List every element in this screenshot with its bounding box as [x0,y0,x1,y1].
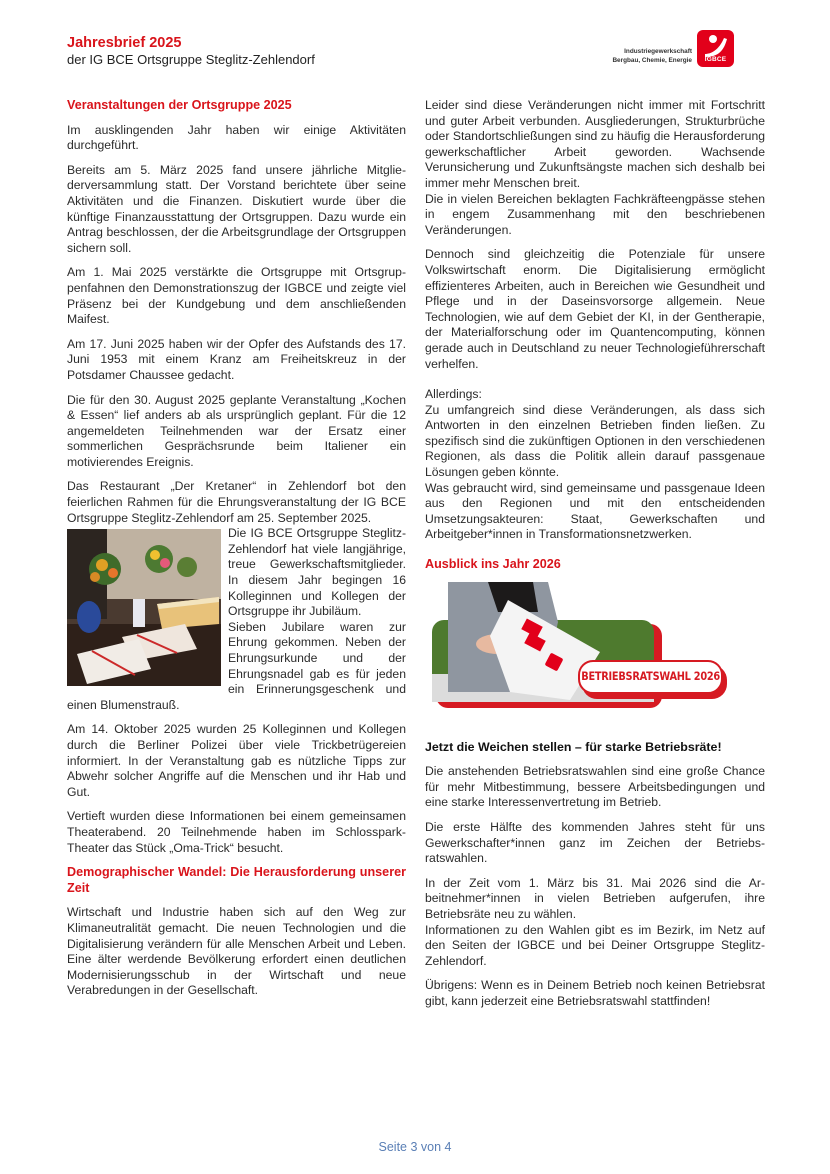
honoring-event-photo [67,529,221,686]
page-number: Seite 3 von 4 [378,1140,452,1154]
paragraph: Die anstehenden Betriebsratswahlen sind eine große Chance für mehr Mitbestimmung, bessere Arbeitsbedingungen und eine starke Interessenvertretung im Betrieb. [425,764,765,810]
right-column [425,98,765,1019]
betriebsratswahl-banner [428,582,728,710]
document-subtitle: der IG BCE Ortsgruppe Steglitz-Zehlendorf [67,52,315,67]
logo-line-1: Industriegewerkschaft [624,48,692,55]
paragraph: Bereits am 5. März 2025 fand unsere jährliche Mitgliederversammlung statt. Der Vorstand berichtete über seine Aktivitäten und die Finanzen. Diskutiert wurde über die künftige Finanzausstattung der Ortsgruppen. Dazu wurde ein Antrag beschlossen, der die Arbeitsgrundlage der Ortsgruppen sichern soll. [67,162,406,255]
paragraph: Im ausklingenden Jahr haben wir einige Aktivitäten durchgeführt. [67,122,406,153]
logo-text [612,48,692,65]
paragraph: Am 14. Oktober 2025 wurden 25 Kolleginnen und Kollegen durch die Berliner Polizei über viele Trickbetrügereien informiert. In der Veranstaltung gab es nützliche Tipps zur Abwehr solcher Angriffe auf die Menschen und ihr Hab und Gut. [67,722,406,799]
igbce-logo-icon [697,30,734,67]
left-column [67,98,406,1008]
paragraph: Informationen zu den Wahlen gibt es im Bezirk, im Netz auf den Seiten der IGBCE und bei Deiner Ortsgruppe Steglitz-Zehlendorf. [425,922,765,968]
paragraph: Übrigens: Wenn es in Deinem Betrieb noch keinen Betriebsrat gibt, kann jederzeit eine Betriebsratswahl stattfinden! [425,978,765,1008]
paragraph: Wirtschaft und Industrie haben sich auf den Weg zur Klimaneutralität gemacht. Die neuen Technologien und die Digitalisierung verändern für alle Menschen Arbeit und Leben. Eine älter werdende Bevölkerung erfordert einen deutlichen Modernisierungsschub in der Wirtschaft und neue Verabredungen in der Gesellschaft. [67,905,406,998]
paragraph: Die erste Hälfte des kommenden Jahres steht für uns Gewerkschafter*innen ganz im Zeichen der Betriebsratswahlen. [425,820,765,866]
paragraph: In der Zeit vom 1. März bis 31. Mai 2026 sind die Arbeitnehmer*innen in vielen Betrieben aufgerufen, ihre Betriebsräte neu zu wählen. [425,875,765,921]
logo-line-2: Bergbau, Chemie, Energie [612,56,692,64]
paragraph: Am 17. Juni 2025 haben wir der Opfer des Aufstands des 17. Juni 1953 mit einem Kranz am Freiheitskreuz in der Potsdamer Chaussee gedacht. [67,336,406,382]
paragraph: Die in vielen Bereichen beklagten Fachkräfteengpässe stehen in engem Zusammenhang mit den beschriebenen Veränderungen. [425,191,765,237]
section-heading-demographischer-wandel: Demographischer Wandel: Die Herausforderung unserer Zeit [67,865,406,895]
document-title: Jahresbrief 2025 [67,35,182,51]
paragraph: Die IG BCE Ortsgruppe Steglitz-Zehlendorf hat viele langjährige, treue Gewerkschaftsmitglieder. In diesem Jahr begingen 16 Kolleginnen und Kollegen der Ortsgruppe ihr Jubiläum. [228,526,406,619]
paragraph: Was gebraucht wird, sind gemeinsame und passgenaue Ideen aus den Regionen und mit den entscheidenden Umsetzungsakteuren: Staat, Gewerkschaften und Arbeitgeber*innen in Transformationsnetzwerken. [425,480,765,542]
section-heading-ausblick: Ausblick ins Jahr 2026 [425,557,561,572]
paragraph: Vertieft wurden diese Informationen bei einem gemeinsamen Theaterabend. 20 Teilnehmende haben im Schlosspark-Theater das Stück „Oma-Trick“ besucht. [67,809,406,855]
paragraph: Dennoch sind gleichzeitig die Potenziale für unsere Volkswirtschaft enorm. Die Digitalisierung ermöglicht effizienteres Arbeiten, auch in Bereichen wie Gesundheit und Pflege und in der Daseinsvorsorge allgemein. Neue Technologien, wie auf dem Gebiet der KI, in der Gentherapie, der Materialforschung oder im Quantencomputing, können gerade auch in Deutschland zu neuer Technologieführerschaft verhelfen. [425,247,765,371]
logo-label: IGBCE [704,56,727,63]
banner-label-text: BETRIEBSRATSWAHL 2026 [581,668,720,683]
paragraph: Das Restaurant „Der Kretaner“ in Zehlendorf bot den feierlichen Rahmen für die Ehrungsveranstaltung der IG BCE Ortsgruppe Steglitz-Zehlendorf am 25. September 2025. [67,479,406,525]
igbce-logo [584,30,744,72]
paragraph-label: Allerdings: [425,387,482,402]
section-heading-veranstaltungen: Veranstaltungen der Ortsgruppe 2025 [67,98,292,112]
page-header [67,35,315,68]
subheading-weichen: Jetzt die Weichen stellen – für starke Betriebsräte! [425,739,722,754]
paragraph: Leider sind diese Veränderungen nicht immer mit Fortschritt und guter Arbeit verbunden. Ausgliederungen, Strukturbrüche oder Standortschließungen sind zu häufig die Herausforderung gewerkschaftlicher Arbeit geworden. Wachsende Verunsicherung und Zukunftsängste machen sich deshalb bei immer mehr Menschen breit. [425,98,765,190]
paragraph: Am 1. Mai 2025 verstärkte die Ortsgruppe mit Ortsgruppenfahnen den Demonstrationszug der IGBCE und zeigte viel Präsenz bei der Kundgebung und dem anschließenden Maifest. [67,265,406,327]
paragraph: Die für den 30. August 2025 geplante Veranstaltung „Kochen & Essen“ lief anders ab als ursprünglich geplant. Für die 12 angemeldeten Teilnehmenden war der Ersatz einer sommerlichen Gesprächsrunde beim Italiener ein motivierendes Ereignis. [67,392,406,469]
paragraph: Zu umfangreich sind diese Veränderungen, als dass sich Antworten in den einzelnen Betrieben finden ließen. Zu spezifisch sind die zukünftigen Optionen in den verschiedenen Regionen, als dass die Politik allein darauf passgenaue Lösungen geben könnte. [425,402,765,480]
paragraph: Sieben Jubilare waren zur Ehrung gekommen. Neben der Ehrungsurkunde und der Ehrungsnadel gab es für jeden ein Erinnerungsgeschenk und einen Blumenstrauß. [67,619,406,712]
banner-label [578,660,723,694]
